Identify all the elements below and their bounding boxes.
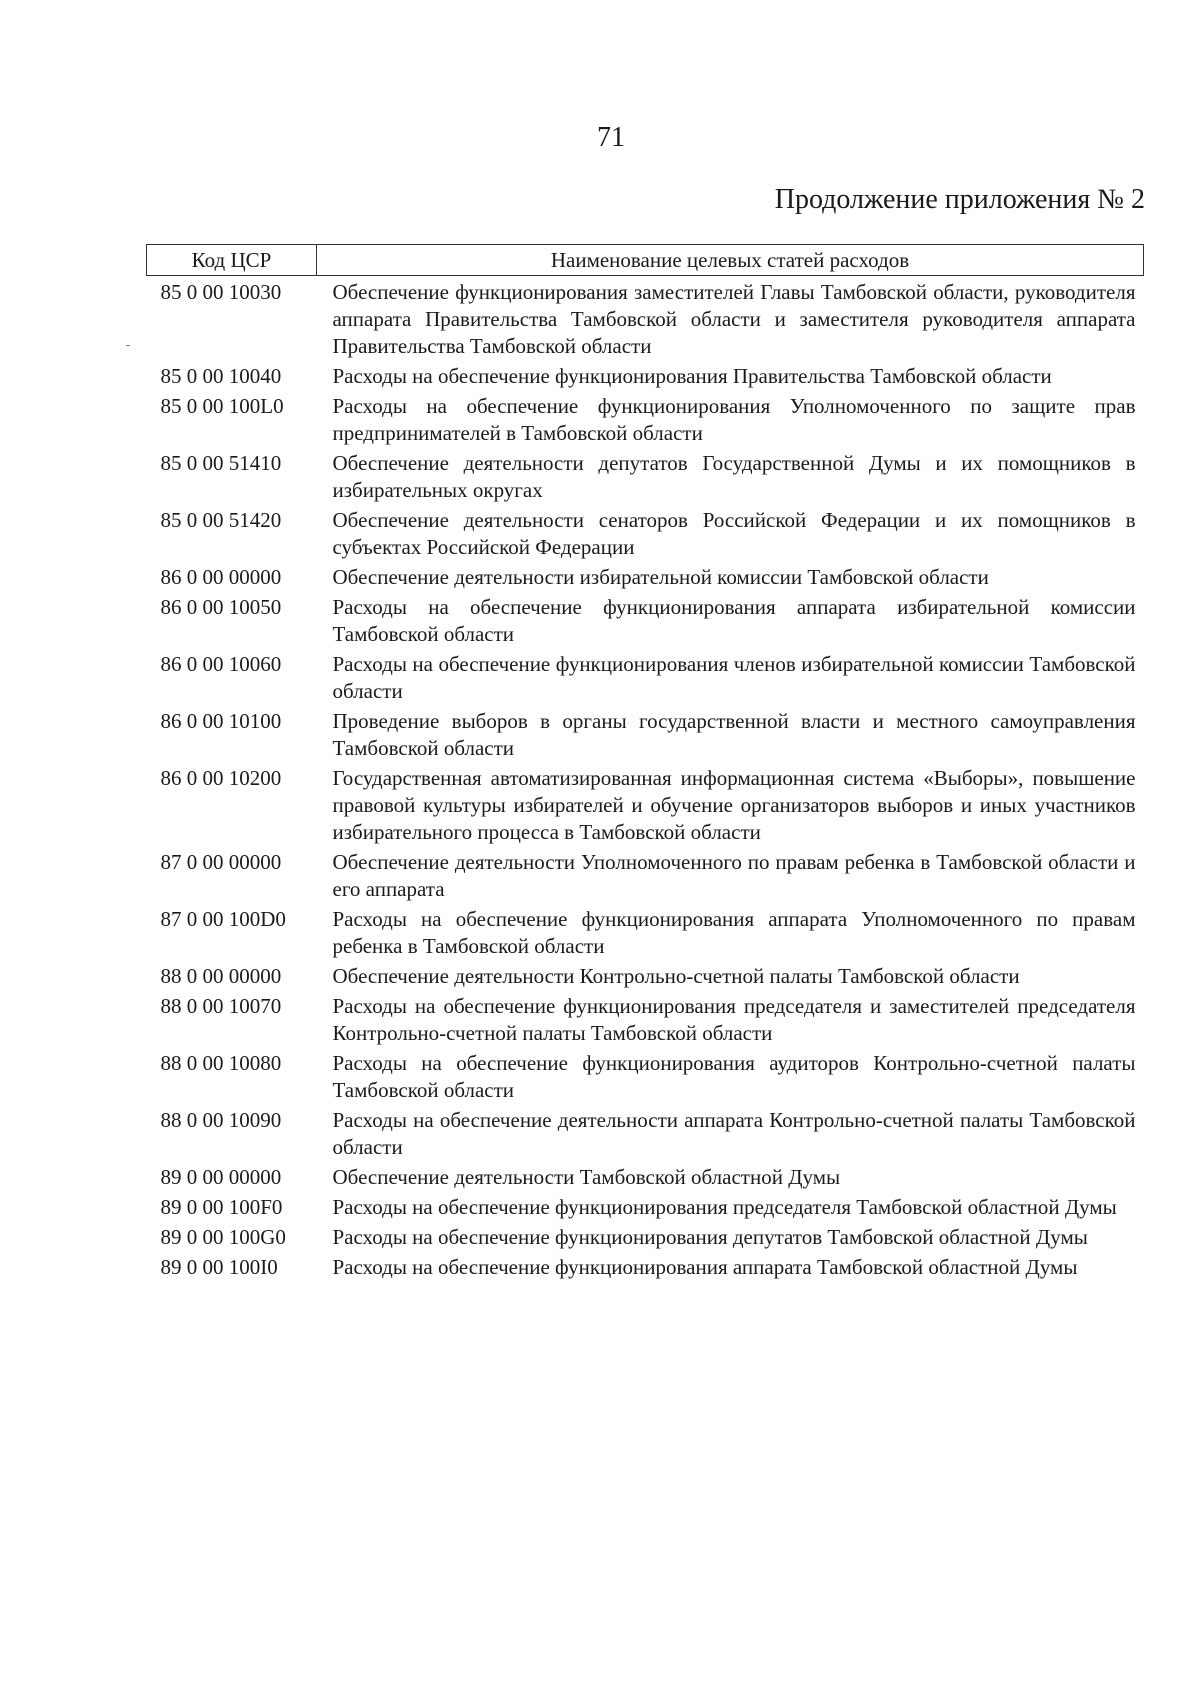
row-name: Расходы на обеспечение деятельности аппарата Контрольно-счетной палаты Тамбовской области <box>332 1108 1136 1159</box>
row-name: Расходы на обеспечение функционирования председателя Тамбовской областной Думы <box>332 1195 1117 1219</box>
row-name: Расходы на обеспечение функционирования аппарата избирательной комиссии Тамбовской области <box>332 595 1136 646</box>
row-code: 85 0 00 10040 <box>160 364 282 388</box>
row-code: 85 0 00 51420 <box>160 508 282 532</box>
row-name: Расходы на обеспечение функционирования членов избирательной комиссии Тамбовской области <box>332 652 1136 703</box>
row-code: 89 0 00 100G0 <box>160 1225 286 1249</box>
row-code: 88 0 00 10090 <box>160 1108 282 1132</box>
table-row <box>147 1252 1144 1282</box>
table-row <box>147 592 1144 649</box>
table-row <box>147 991 1144 1048</box>
row-name: Расходы на обеспечение функционирования председателя и заместителей председателя Контрольно-счетной палаты Тамбовской области <box>332 994 1136 1045</box>
row-name: Обеспечение деятельности депутатов Государственной Думы и их помощников в избирательных округах <box>332 451 1136 502</box>
header-code: Код ЦСР <box>147 245 317 276</box>
page-number: 71 <box>597 122 625 153</box>
table-header-row <box>147 245 1144 276</box>
row-name: Обеспечение деятельности Уполномоченного по правам ребенка в Тамбовской области и его аппарата <box>332 850 1136 901</box>
table-row <box>147 1105 1144 1162</box>
scan-artifact-mark <box>126 345 130 346</box>
table-row <box>147 505 1144 562</box>
row-code: 85 0 00 100L0 <box>160 394 284 418</box>
header-name: Наименование целевых статей расходов <box>317 245 1144 276</box>
row-code: 87 0 00 100D0 <box>160 907 286 931</box>
table-row <box>147 904 1144 961</box>
row-name: Проведение выборов в органы государственной власти и местного самоуправления Тамбовской области <box>332 709 1136 760</box>
row-name: Обеспечение деятельности Тамбовской областной Думы <box>332 1165 841 1189</box>
row-code: 86 0 00 10100 <box>160 709 282 733</box>
table-row <box>147 1048 1144 1105</box>
table-row <box>147 763 1144 847</box>
table-row <box>147 961 1144 991</box>
row-code: 86 0 00 10060 <box>160 652 282 676</box>
row-name: Обеспечение функционирования заместителей Главы Тамбовской области, руководителя аппарата Правительства Тамбовской области и заместителя руководителя аппарата Правительства Тамбовской области <box>332 280 1136 358</box>
table-row <box>147 706 1144 763</box>
row-code: 86 0 00 00000 <box>160 565 282 589</box>
table-row <box>147 276 1144 362</box>
table-row <box>147 562 1144 592</box>
row-code: 88 0 00 10080 <box>160 1051 282 1075</box>
table-row <box>147 448 1144 505</box>
row-name: Расходы на обеспечение функционирования Уполномоченного по защите прав предпринимателей в Тамбовской области <box>332 394 1136 445</box>
row-code: 89 0 00 00000 <box>160 1165 282 1189</box>
table-row <box>147 649 1144 706</box>
table-row <box>147 1192 1144 1222</box>
row-name: Расходы на обеспечение функционирования депутатов Тамбовской областной Думы <box>332 1225 1088 1249</box>
table-body <box>147 276 1144 1283</box>
row-name: Расходы на обеспечение функционирования Правительства Тамбовской области <box>332 364 1052 388</box>
expense-articles-table <box>146 244 1143 1282</box>
table-row <box>147 1222 1144 1252</box>
row-code: 85 0 00 10030 <box>160 280 282 304</box>
row-code: 87 0 00 00000 <box>160 850 282 874</box>
row-code: 88 0 00 00000 <box>160 964 282 988</box>
row-code: 86 0 00 10200 <box>160 766 282 790</box>
row-name: Государственная автоматизированная информационная система «Выборы», повышение правовой культуры избирателей и обучение организаторов выборов и иных участников избирательного процесса в Тамбовской области <box>332 766 1136 844</box>
row-code: 88 0 00 10070 <box>160 994 282 1018</box>
row-name: Расходы на обеспечение функционирования аппарата Тамбовской областной Думы <box>332 1255 1078 1279</box>
appendix-continuation-note: Продолжение приложения № 2 <box>774 184 1145 215</box>
table-row <box>147 1162 1144 1192</box>
table-row <box>147 361 1144 391</box>
row-code: 86 0 00 10050 <box>160 595 282 619</box>
row-name: Обеспечение деятельности сенаторов Российской Федерации и их помощников в субъектах Российской Федерации <box>332 508 1136 559</box>
row-name: Обеспечение деятельности избирательной комиссии Тамбовской области <box>332 565 989 589</box>
row-name: Расходы на обеспечение функционирования аппарата Уполномоченного по правам ребенка в Тамбовской области <box>332 907 1136 958</box>
row-name: Расходы на обеспечение функционирования аудиторов Контрольно-счетной палаты Тамбовской области <box>332 1051 1136 1102</box>
row-name: Обеспечение деятельности Контрольно-счетной палаты Тамбовской области <box>332 964 1020 988</box>
table-row <box>147 391 1144 448</box>
row-code: 85 0 00 51410 <box>160 451 282 475</box>
row-code: 89 0 00 100I0 <box>160 1255 278 1279</box>
row-code: 89 0 00 100F0 <box>160 1195 283 1219</box>
table-row <box>147 847 1144 904</box>
